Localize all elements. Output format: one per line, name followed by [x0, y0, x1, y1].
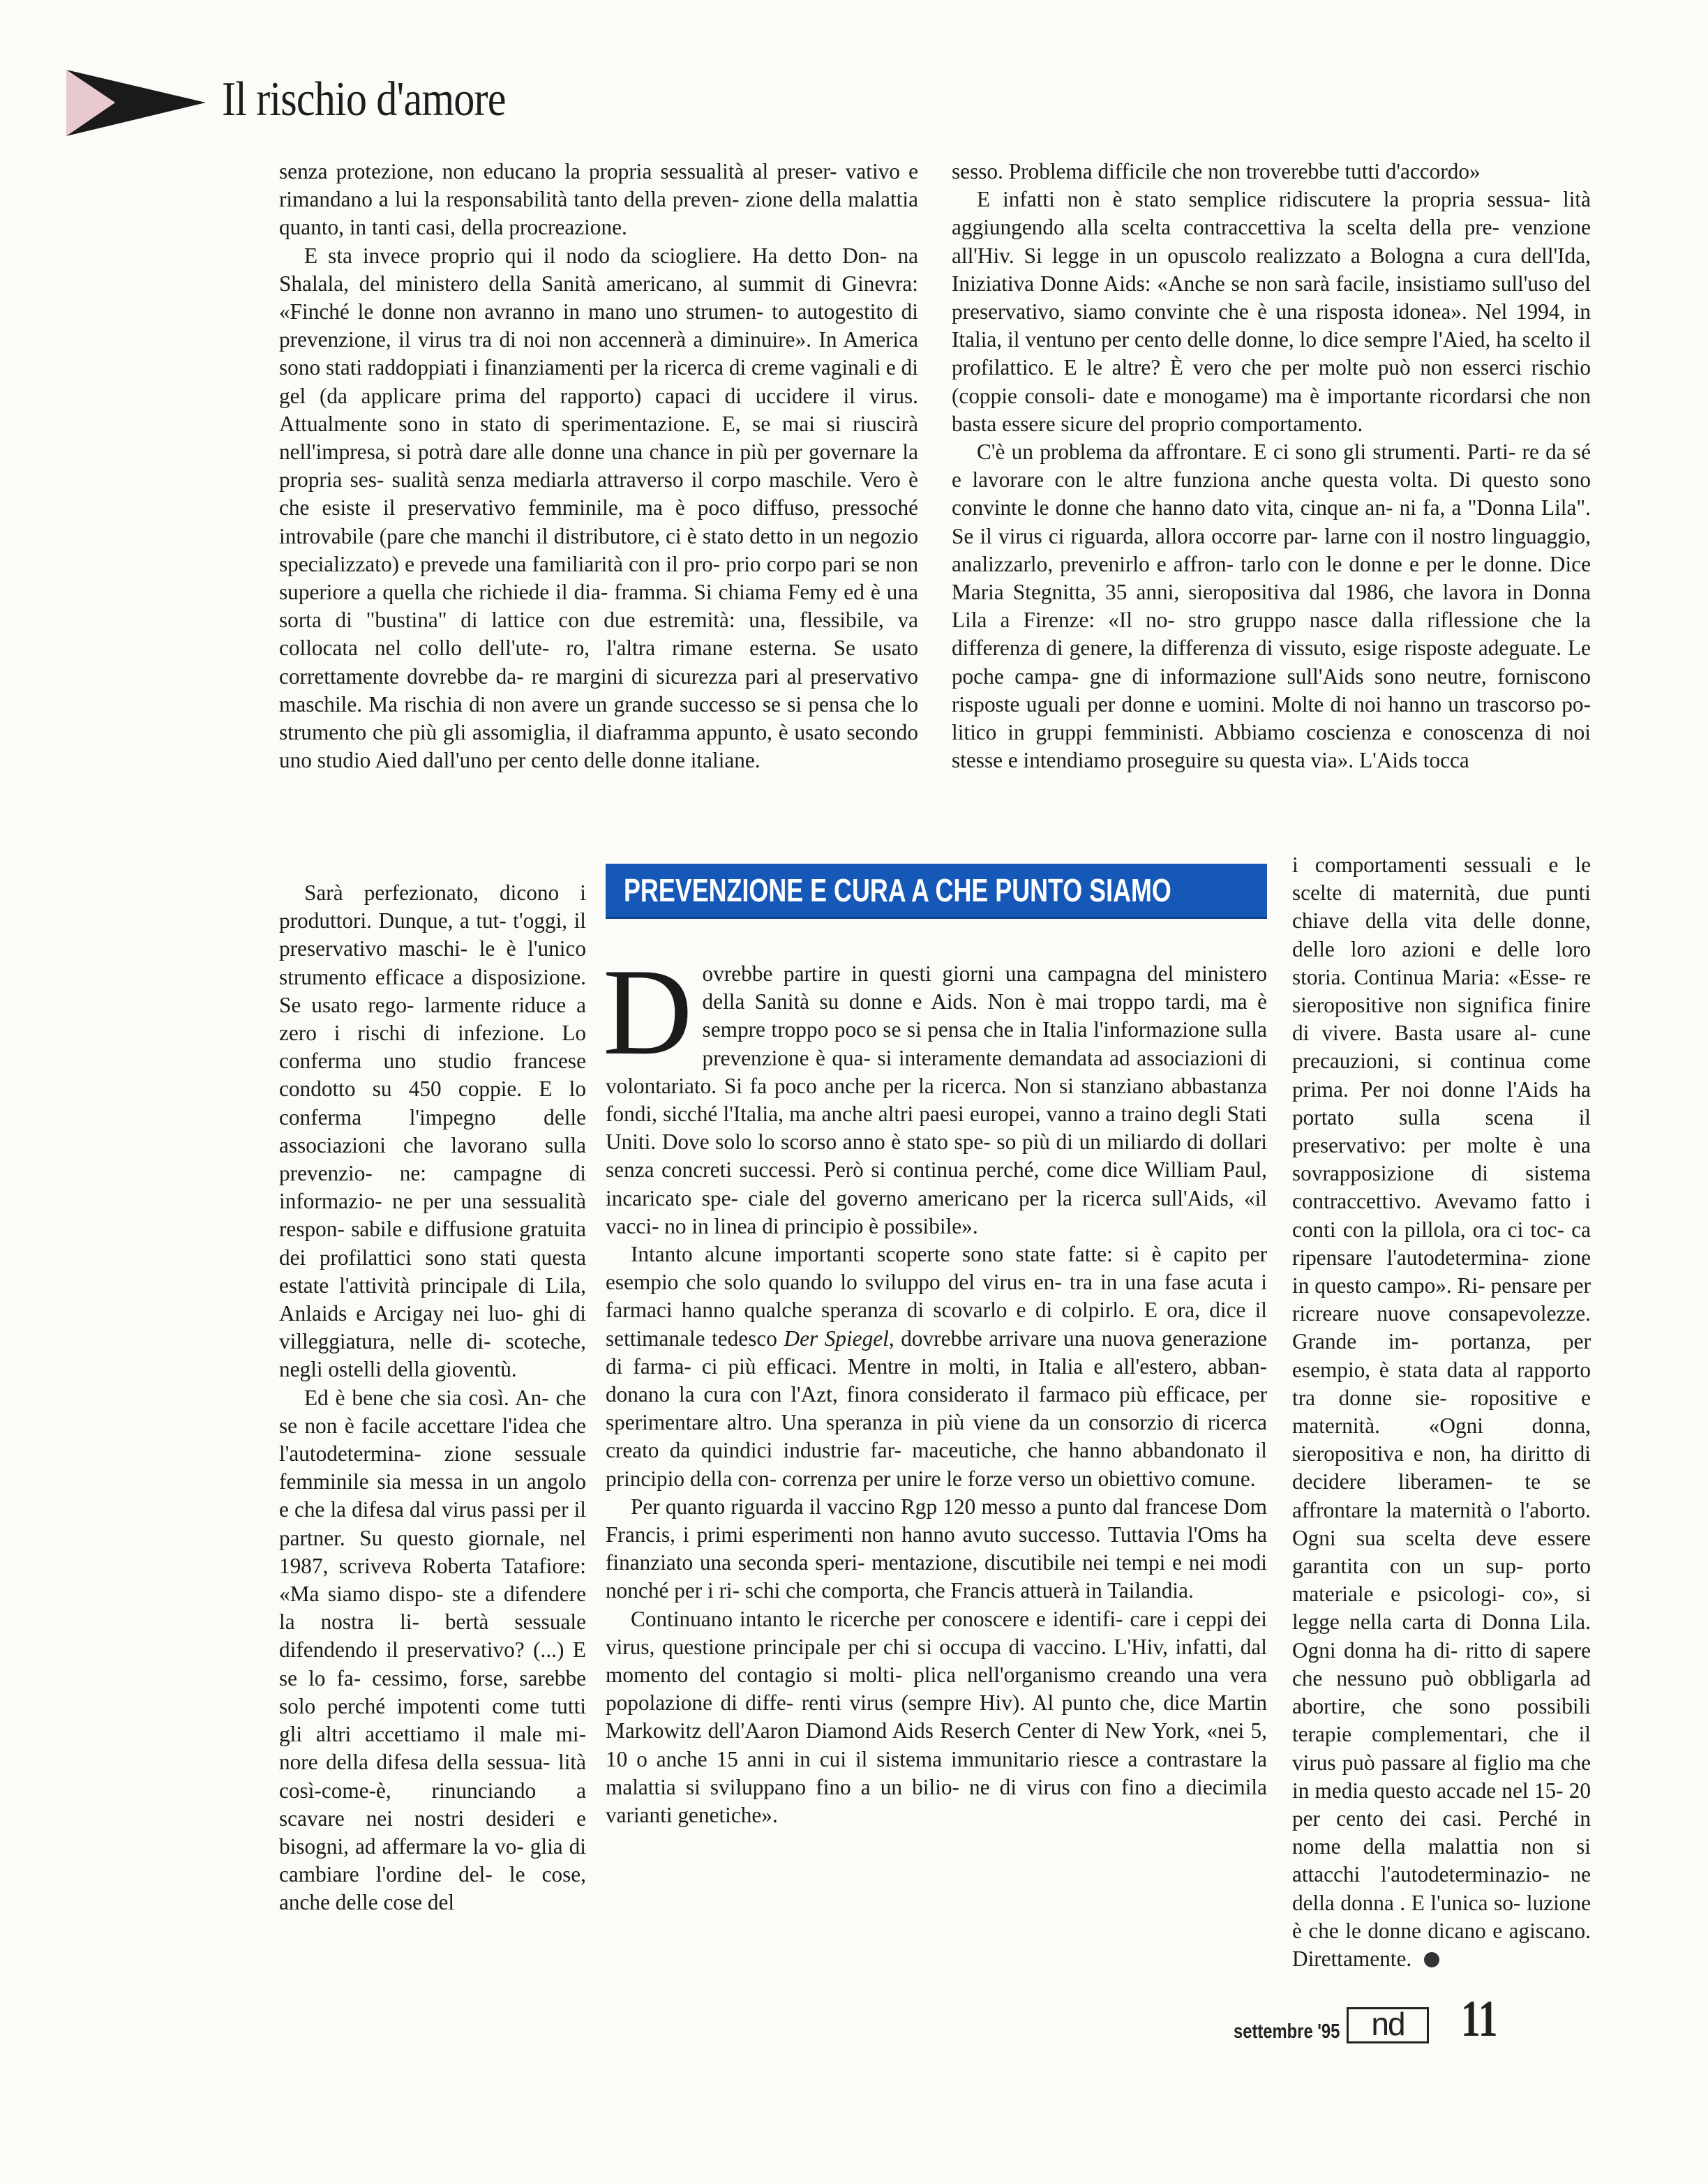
sidebar-box-text [603, 943, 1268, 1829]
paragraph: sesso. Problema difficile che non troverebbe tutti d'accordo» [952, 159, 1481, 183]
article-column-right-top [952, 158, 1591, 774]
triangle-arrow-icon [66, 70, 206, 136]
article-column-left-top [279, 158, 918, 774]
box-paragraph-text: Intanto alcune importanti scoperte sono state fatte: si è capito per esempio che solo quando lo sviluppo del virus en- tra in una fase acuta i farmaci hanno qualche speranza di scovarlo e di colpirlo. E ora, dice il settimanale tedesco [606, 1242, 1267, 1351]
box-paragraph: Continuano intanto le ricerche per conoscere e identifi- care i ceppi dei virus, questione principale per chi si occupa di vaccino. L'Hiv, infatti, dal momento del contagio si molti- plica nell'organismo creando una vera popolazione di diffe- renti virus (sempre Hiv). Al punto che, dice Martin Markowitz dell'Aaron Diamond Aids Reserch Center di New York, «nei 5, 10 o anche 15 anni in cui il sistema immunitario riesce a contrastare la malattia si sviluppano fino a un bilio- ne di virus con fino a diecimila varianti genetiche». [606, 1606, 1267, 1828]
end-bullet-icon [1424, 1952, 1439, 1967]
magazine-logo: nd [1347, 2007, 1429, 2043]
box-paragraph-text: , dovrebbe arrivare una nuova generazione di farma- ci più efficaci. Mentre in molti, in Italia e all'estero, abban- donano la cura con l'Azt, finora considerato il farmaco più efficace, per sperimentare altro. Una speranza in più viene da un consorzio di ricerca creato da quindici industrie far- maceutiche, che hanno abbandonato il principio della con- correnza per unire le forze verso un obiettivo comune. [606, 1326, 1268, 1491]
page-number: 11 [1461, 1990, 1498, 2048]
paragraph-text: i comportamenti sessuali e le scelte di maternità, due punti chiave della vita delle donne, delle loro azioni e delle loro storia. Continua Maria: «Esse- re sieropositive non significa finire di vivere. Basta usare al- cune precauzioni, si continua come prima. Per noi donne l'Aids ha portato sulla scena il preservativo: per molte è una sovrapposizione di sistema contraccettivo. Avevamo fatto i conti con la pillola, ora ci toc- ca ripensare l'autodetermina- zione in questo campo». Ri- pensare per ricreare nuove consapevolezze. Grande im- portanza, per esempio, è stata data al rapporto tra donne sie- ropositive e maternità. «Ogni donna, sieropositiva e non, ha diritto di decidere liberamen- te se affrontare la maternità o l'aborto. Ogni sua scelta deve essere garantita con un sup- porto materiale e psicologi- co», si legge nella carta di Donna Lila. Ogni donna ha di- ritto di sapere che nessuno può obbligarla ad abortire, che sono possibili terapie complementari, che il virus può passare al figlio ma che in media questo accade nel 15- 20 per cento dei casi. Perché in nome della malattia non si attacchi l'autodeterminazio- ne della donna . E l'unica so- luzione è che le donne dicano e agiscano. Direttamente. [1292, 853, 1591, 1971]
paragraph: senza protezione, non educano la propria sessualità al preser- vativo e rimandano a lui la responsabilità tanto della preven- zione della malattia quanto, in tanti casi, della procreazione. [279, 159, 918, 240]
box-title-bar [606, 864, 1267, 919]
paragraph: Ed è bene che sia così. An- che se non è facile accettare l'idea che l'autodetermina- zione sessuale femminile sia messa in un angolo e che la difesa dal virus passi per il partner. Su questo giornale, nel 1987, scriveva Roberta Tatafiore: «Ma siamo dispo- ste a difendere la nostra li- bertà sessuale difendendo il preservativo? (...) E se lo fa- cessimo, forse, sarebbe solo perché impotenti come tutti gli altri accettiamo il male mi- nore della difesa della sessua- lità così-come-è, rinunciando a scavare nei nostri desideri e bisogni, ad affermare la vo- glia di cambiare l'ordine del- le cose, anche delle cose del [279, 1385, 586, 1915]
box-paragraph [603, 943, 1267, 1240]
paragraph: C'è un problema da affrontare. E ci sono gli strumenti. Parti- re da sé e lavorare con le altre funziona anche questa volta. Di questo sono convinte le donne che hanno dato vita, cinque an- ni fa, a "Donna Lila". Se il virus ci riguarda, allora occorre par- larne con il nostro linguaggio, analizzarlo, prevenirlo e affron- tarlo con le donne e per le donne. Dice Maria Stegnitta, 35 anni, sieropositiva dal 1986, che lavora in Donna Lila a Firenze: «Il no- stro gruppo nasce dalla riflessione che la differenza di genere, la differenza di vissuto, esige risposte adeguate. Le poche campa- gne di informazione sull'Aids sono neutre, forniscono risposte uguali per donne e uomini. Molte di noi hanno un trascorso po- litico in gruppi femministi. Abbiamo coscienza e conoscenza di noi stesse e intendiamo proseguire su questa via». L'Aids tocca [952, 440, 1591, 773]
paragraph: E sta invece proprio qui il nodo da sciogliere. Ha detto Don- na Shalala, del ministero della Sanità americano, al summit di Ginevra: «Finché le donne non avranno in mano uno strumen- to autogestito di prevenzione, il virus tra di noi non accennerà a diminuire». In America sono stati raddoppiati i finanziamenti per la ricerca di creme vaginali e di gel (da applicare prima del rapporto) capaci di uccidere il virus. Attualmente sono in stato di sperimentazione. E, se mai si riuscirà nell'impresa, si potrà dare alle donne una chance in più per governare la propria ses- sualità senza mediarla attraverso il corpo maschile. Vero è che esiste il preservativo femminile, ma è poco diffuso, pressoché introvabile (pare che manchi il distributore, ci è stato detto in un negozio specializzato) e prevede una familiarità con il pro- prio corpo pari se non superiore a quella che richiede il dia- framma. Si chiama Femy ed è una sorta di "bustina" di lattice con due estremità: una, flessibile, va collocata nel collo dell'ute- ro, l'altra rimane esterna. Se usato correttamente dovrebbe da- re margini di sicurezza pari al preservativo maschile. Ma rischia di non avere un grande successo se si pensa che lo strumento che più gli assomiglia, il diaframma appunto, è usato secondo uno studio Aied dall'uno per cento delle donne italiane. [279, 243, 918, 773]
paragraph: E infatti non è stato semplice ridiscutere la propria sessua- lità aggiungendo alla scelta contraccettiva la scelta della pre- venzione all'Hiv. Si legge in un opuscolo realizzato a Bologna a cura dell'Ida, Iniziativa Donne Aids: «Anche se non sarà facile, insistiamo sull'uso del preservativo, siamo convinte che è una risposta idonea». Nel 1994, in Italia, il ventuno per cento delle donne, lo dice sempre l'Aied, ha scelto il profilattico. E le altre? È vero che per molte può non esserci rischio (coppie consoli- date e monogame) ma è importante ricordarsi che non basta essere sicure del proprio comportamento. [952, 187, 1591, 436]
issue-date: settembre '95 [1234, 2020, 1340, 2043]
paragraph [1292, 851, 1591, 1973]
box-paragraph [606, 1240, 1267, 1493]
paragraph: Sarà perfezionato, dicono i produttori. Dunque, a tut- t'oggi, il preservativo maschi- le è l'unico strumento efficace a disposizione. Se usato rego- larmente riduce a zero i rischi di infezione. Lo conferma uno studio francese condotto su 450 coppie. E lo conferma l'impegno delle associazioni che lavorano sulla prevenzio- ne: campagne di informazio- ne per una sessualità respon- sabile e diffusione gratuita dei profilattici sono stati questa estate l'attività principale di Lila, Anlaids e Arcigay nei luo- ghi di villeggiatura, nelle di- scoteche, negli ostelli della gioventù. [279, 880, 586, 1382]
magazine-name: Der Spiegel [784, 1326, 889, 1351]
dropcap: D [603, 943, 693, 1081]
article-column-right-narrow [1292, 851, 1591, 1973]
box-paragraph-text: ovrebbe partire in questi giorni una campagna del ministero della Sanità su donne e Aids. Non è mai troppo tardi, ma è sempre troppo poco se si pensa che in Italia l'informazione sulla prevenzione è qua- si interamente demandata ad associazioni di volontariato. Si fa poco anche per la ricerca. Non si stanziano abbastanza fondi, sicché l'Italia, ma anche altri paesi europei, vanno a traino degli Stati Uniti. Dove solo lo scorso anno è stato spe- so più di un miliardo di dollari senza concreti successi. Però si continua perché, come dice William Paul, incaricato spe- ciale del governo americano per la ricerca sull'Aids, «il vacci- no in linea di principio è possibile». [606, 961, 1267, 1238]
box-title: PREVENZIONE E CURA A CHE PUNTO SIAMO [624, 872, 1171, 908]
box-paragraph: Per quanto riguarda il vaccino Rgp 120 messo a punto dal francese Dom Francis, i primi esperimenti non hanno avuto successo. Tuttavia l'Oms ha finanziato una seconda speri- mentazione, discutibile nei tempi e nei modi nonché per i ri- schi che comporta, che Francis attuerà in Tailandia. [606, 1494, 1267, 1603]
section-title: Il rischio d'amore [222, 73, 506, 126]
article-column-left-narrow [279, 879, 586, 1917]
